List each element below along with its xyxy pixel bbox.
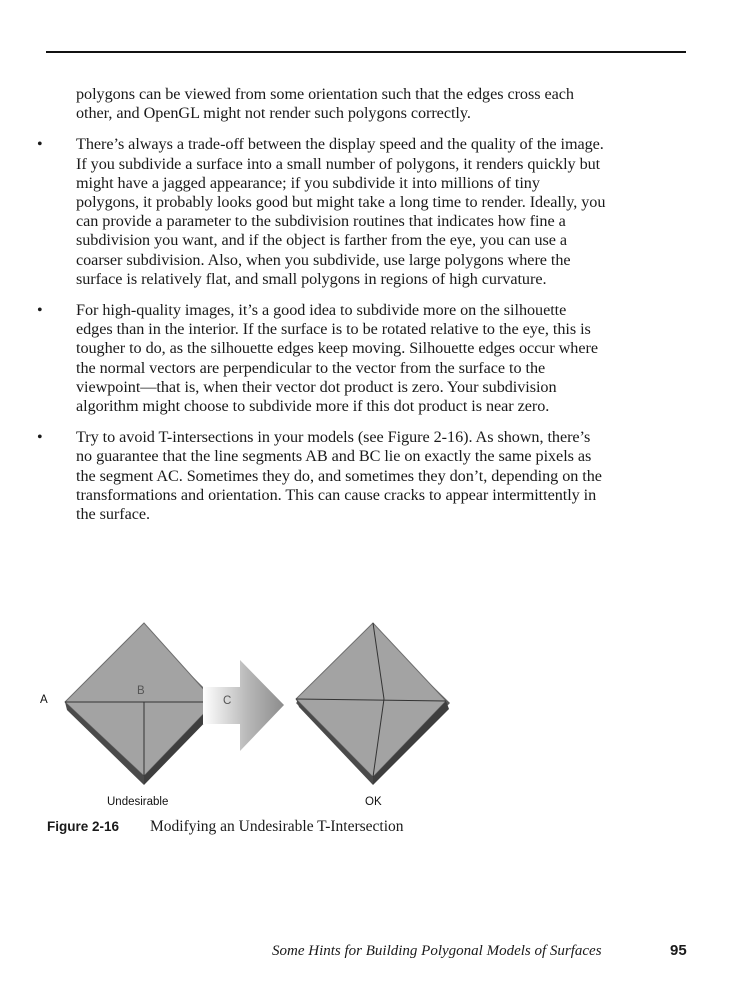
- bullet-text: For high-quality images, it’s a good idea to subdivide more on the silhouette edges than in the interior. If the surface is to be rotated relative to the eye, this is tougher to do, as the silhouette edges keep moving. Silhouette edges occur where the normal vectors are perpendicular to the vector from the surface to the viewpoint—that is, when their vector dot product is zero. Your subdivision algorithm might choose to subdivide more if this dot product is near zero.: [76, 301, 598, 416]
- point-a-label: A: [40, 694, 48, 706]
- intro-paragraph: polygons can be viewed from some orientation such that the edges cross each other, and OpenGL might not render such polygons correctly.: [76, 85, 574, 123]
- t-intersection-figure: [40, 615, 500, 815]
- bullet-text: Try to avoid T-intersections in your models (see Figure 2-16). As shown, there’s no guarantee that the line segments AB and BC lie on exactly the same pixels as the segment AC. Sometimes they do, and sometimes they don’t, depending on the transformations and orientation. This can cause cracks to appear intermittently in the surface.: [76, 428, 602, 524]
- point-c-label: C: [223, 695, 232, 707]
- t-intersection-diagram: [40, 615, 500, 815]
- figure-caption: [47, 818, 404, 836]
- bullet-item-tradeoff: [37, 135, 606, 289]
- body-text: [37, 85, 606, 536]
- running-footer-title: Some Hints for Building Polygonal Models of Surfaces: [272, 943, 602, 959]
- bullet-item-t-intersections: [37, 428, 606, 524]
- ok-diamond: [296, 623, 450, 785]
- figure-caption-text: Modifying an Undesirable T-Intersection: [150, 818, 404, 835]
- header-rule: [46, 51, 686, 53]
- bullet-icon: •: [37, 429, 43, 447]
- figure-number: Figure 2-16: [47, 819, 120, 834]
- ok-label: OK: [365, 796, 382, 808]
- bullet-icon: •: [37, 302, 43, 320]
- point-b-label: B: [137, 685, 145, 697]
- undesirable-label: Undesirable: [107, 796, 169, 808]
- bullet-item-silhouette: [37, 301, 606, 416]
- page-number: 95: [670, 942, 687, 959]
- bullet-icon: •: [37, 136, 43, 154]
- undesirable-diamond: [65, 623, 218, 785]
- bullet-text: There’s always a trade-off between the display speed and the quality of the image. If you subdivide a surface into a small number of polygons, it renders quickly but might have a jagged appearance; if you subdivide it into millions of tiny polygons, it probably looks good but might take a long time to render. Ideally, you can provide a parameter to the subdivision routines that indicates how fine a subdivision you want, and if the object is farther from the eye, you can use a coarser subdivision. Also, when you subdivide, use large polygons where the surface is relatively flat, and small polygons in regions of high curvature.: [76, 135, 606, 288]
- transform-arrow: [203, 660, 284, 751]
